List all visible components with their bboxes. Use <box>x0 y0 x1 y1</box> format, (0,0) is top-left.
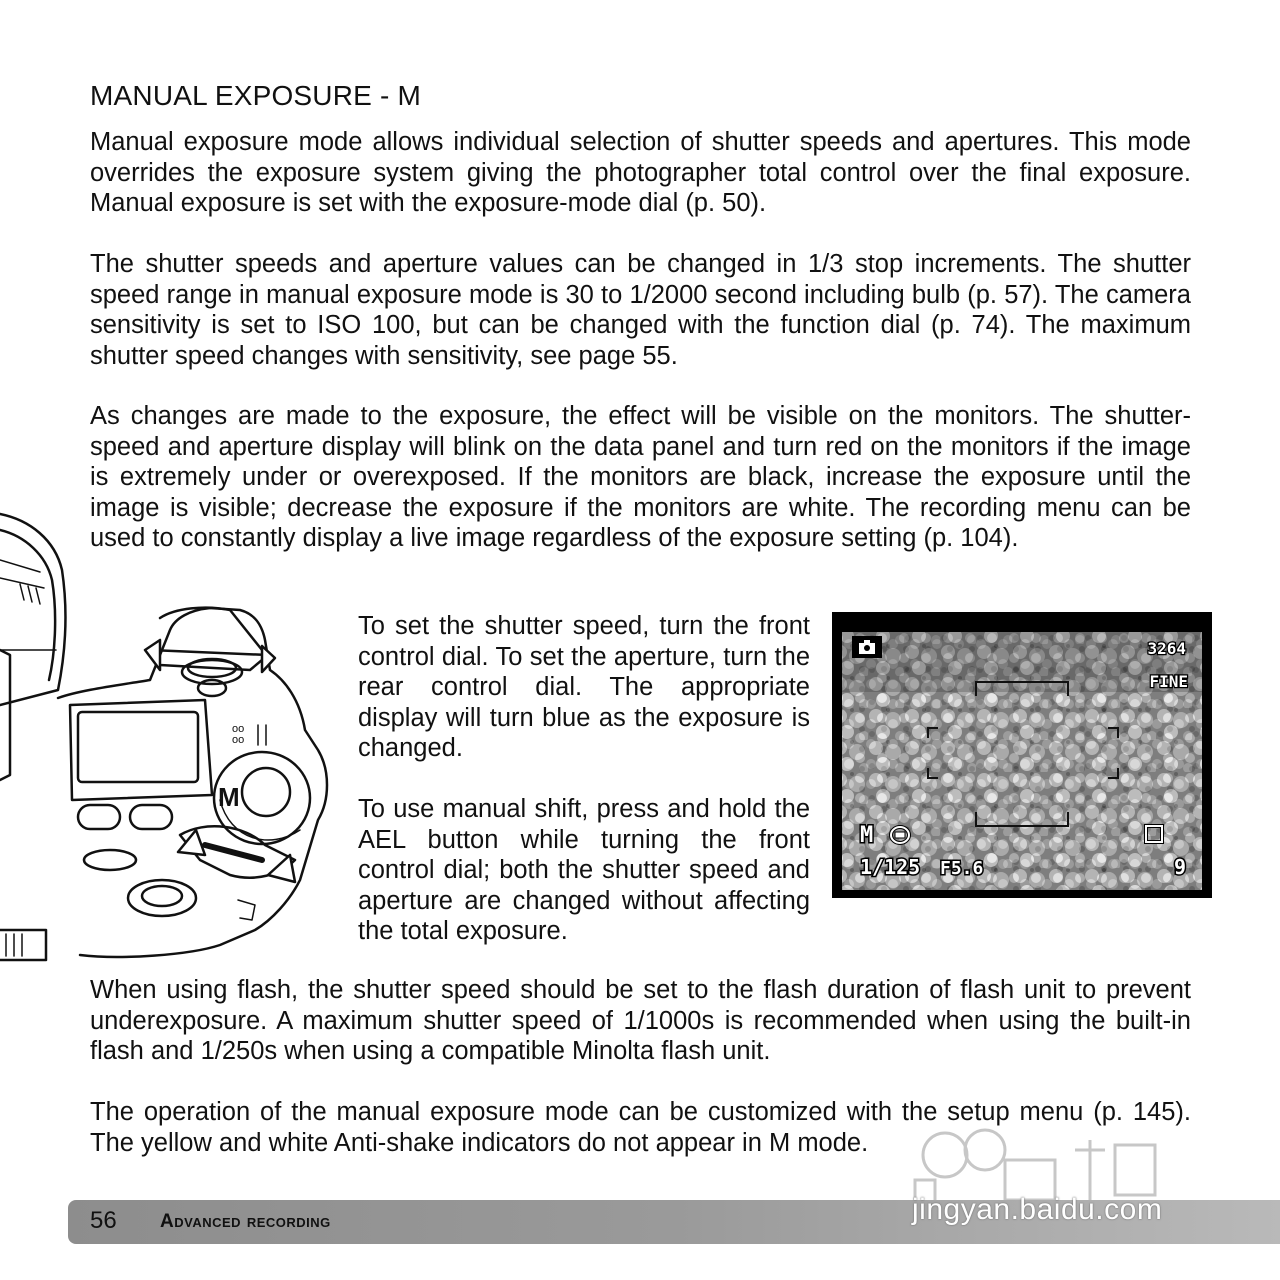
page-title: MANUAL EXPOSURE - M <box>90 80 422 111</box>
watermark-url: jingyan.baidu.com <box>912 1193 1163 1226</box>
mode-letter: M <box>218 782 240 812</box>
aperture-readout: F5.6 <box>940 858 984 879</box>
paragraph-intro: Manual exposure mode allows individual selection of shutter speeds and apertures. This mode overrides the exposure system giving the photographer total control over the final exposure. Manual exposure is set with the exposure-mode dial (p. 50). <box>90 128 1191 217</box>
paragraph-shutter-range: The shutter speeds and aperture values can be changed in 1/3 stop increments. The shutter speed range in manual exposure mode is 30 to 1/2000 second including bulb (p. 57). The camera sensitivity is set to ISO 100, but can be changed with the function dial (p. 74). The maximum shutter speed changes with sensitivity, see page 55. <box>90 250 1191 370</box>
svg-text:oo: oo <box>232 734 245 746</box>
quality-label: FINE <box>1149 672 1188 691</box>
camera-illustration <box>0 500 345 970</box>
paragraph-setup-menu: The operation of the manual exposure mode can be customized with the setup menu (p. 145). The yellow and white Anti-shake indicators do not appear in M mode. <box>90 1098 1191 1157</box>
paragraph-control-dials: To set the shutter speed, turn the front control dial. To set the aperture, turn the rear control dial. The appropriate display will turn blue as the exposure is changed. <box>358 612 810 762</box>
section-title: Advanced recording <box>160 1211 331 1232</box>
camera-icon <box>852 636 882 658</box>
paragraph-flash: When using flash, the shutter speed should be set to the flash duration of flash unit to prevent underexposure. A maximum shutter speed of 1/1000s is recommended when using the built-in flash and 1/250s when using a compatible Minolta flash unit. <box>90 976 1191 1065</box>
paragraph-manual-shift: To use manual shift, press and hold the AEL button while turning the front control dial; both the shutter speed and aperture are changed without affecting the total exposure. <box>358 795 810 945</box>
paragraph-monitors: As changes are made to the exposure, the effect will be visible on the monitors. The shutter-speed and aperture display will blink on the data panel and turn red on the monitors if the image is extremely under or overexposed. If the monitors are black, increase the exposure until the image is visible; decrease the exposure if the monitors are white. The recording menu can be used to constantly display a live image regardless of the exposure setting (p. 104). <box>90 402 1191 552</box>
svg-text:oo: oo <box>232 723 245 735</box>
frames-remaining-readout: 9 <box>1173 855 1186 879</box>
image-size-label: 3264 <box>1147 639 1186 658</box>
page-number: 56 <box>90 1207 117 1234</box>
shutter-speed-readout: 1/125 <box>860 855 921 879</box>
monitor-display <box>832 612 1212 898</box>
exposure-mode-label: M <box>860 823 874 848</box>
